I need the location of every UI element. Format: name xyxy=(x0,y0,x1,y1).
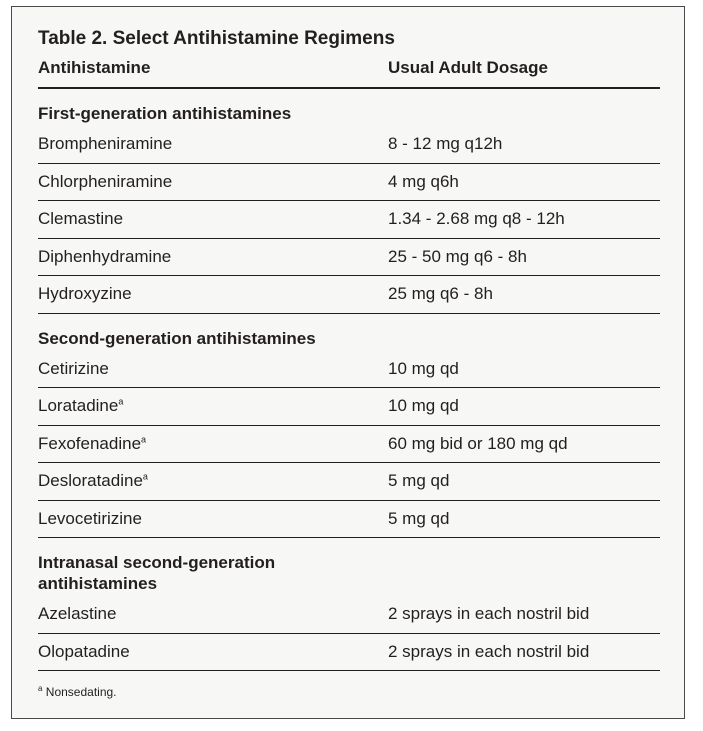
table-row xyxy=(38,201,660,239)
drug-dosage: 5 mg qd xyxy=(388,471,450,491)
drug-dosage: 10 mg qd xyxy=(388,396,459,416)
drug-dosage: 10 mg qd xyxy=(388,358,459,378)
drug-name: Azelastine xyxy=(38,604,117,624)
table-row xyxy=(38,239,660,277)
table-header-row xyxy=(38,55,660,89)
table-row xyxy=(38,426,660,464)
table-row xyxy=(38,164,660,202)
footnote-marker: a xyxy=(142,471,148,482)
drug-name: Desloratadine$^a$ xyxy=(38,471,148,491)
drug-name: Brompheniramine xyxy=(38,134,173,154)
column-header-dosage: Usual Adult Dosage xyxy=(388,58,548,77)
drug-dosage: 2 sprays in each nostril bid xyxy=(388,604,590,624)
drug-dosage: 25 - 50 mg q6 - 8h xyxy=(388,246,527,266)
table-frame xyxy=(11,6,685,719)
table-row xyxy=(38,388,660,426)
drug-dosage: 60 mg bid or 180 mg qd xyxy=(388,433,568,453)
column-header-antihistamine: Antihistamine xyxy=(38,58,151,77)
section-heading-intranasal: Intranasal second-generation antihistamines xyxy=(38,553,276,593)
section-heading-second-generation: Second-generation antihistamines xyxy=(38,328,316,348)
footnote-text: Nonsedating. xyxy=(45,685,117,699)
drug-dosage: 1.34 - 2.68 mg q8 - 12h xyxy=(388,209,565,229)
table-footnote xyxy=(38,685,660,699)
table-row xyxy=(38,276,660,314)
drug-name: Hydroxyzine xyxy=(38,284,132,304)
table-row xyxy=(38,126,660,164)
drug-dosage: 25 mg q6 - 8h xyxy=(388,284,493,304)
table-row xyxy=(38,351,660,389)
drug-name: Fexofenadine$^a$ xyxy=(38,433,147,453)
footnote-marker: a xyxy=(38,684,43,693)
drug-name: Cetirizine xyxy=(38,358,109,378)
table-row xyxy=(38,634,660,672)
drug-dosage: 2 sprays in each nostril bid xyxy=(388,641,590,661)
drug-name: Olopatadine xyxy=(38,641,130,661)
drug-dosage: 4 mg q6h xyxy=(388,171,459,191)
table-row xyxy=(38,501,660,539)
drug-name: Clemastine xyxy=(38,209,124,229)
drug-dosage: 8 - 12 mg q12h xyxy=(388,134,503,154)
table-row xyxy=(38,463,660,501)
drug-name: Diphenhydramine xyxy=(38,246,172,266)
section-heading-first-generation: First-generation antihistamines xyxy=(38,104,292,123)
table-title: Table 2. Select Antihistamine Regimens xyxy=(38,28,395,49)
footnote-marker: a xyxy=(118,396,124,407)
table-row xyxy=(38,596,660,634)
drug-dosage: 5 mg qd xyxy=(388,508,450,528)
drug-name: Loratadine$^a$ xyxy=(38,396,124,416)
drug-name: Chlorpheniramine xyxy=(38,171,173,191)
table-container xyxy=(38,27,660,699)
drug-name: Levocetirizine xyxy=(38,508,142,528)
footnote-marker: a xyxy=(141,434,147,445)
